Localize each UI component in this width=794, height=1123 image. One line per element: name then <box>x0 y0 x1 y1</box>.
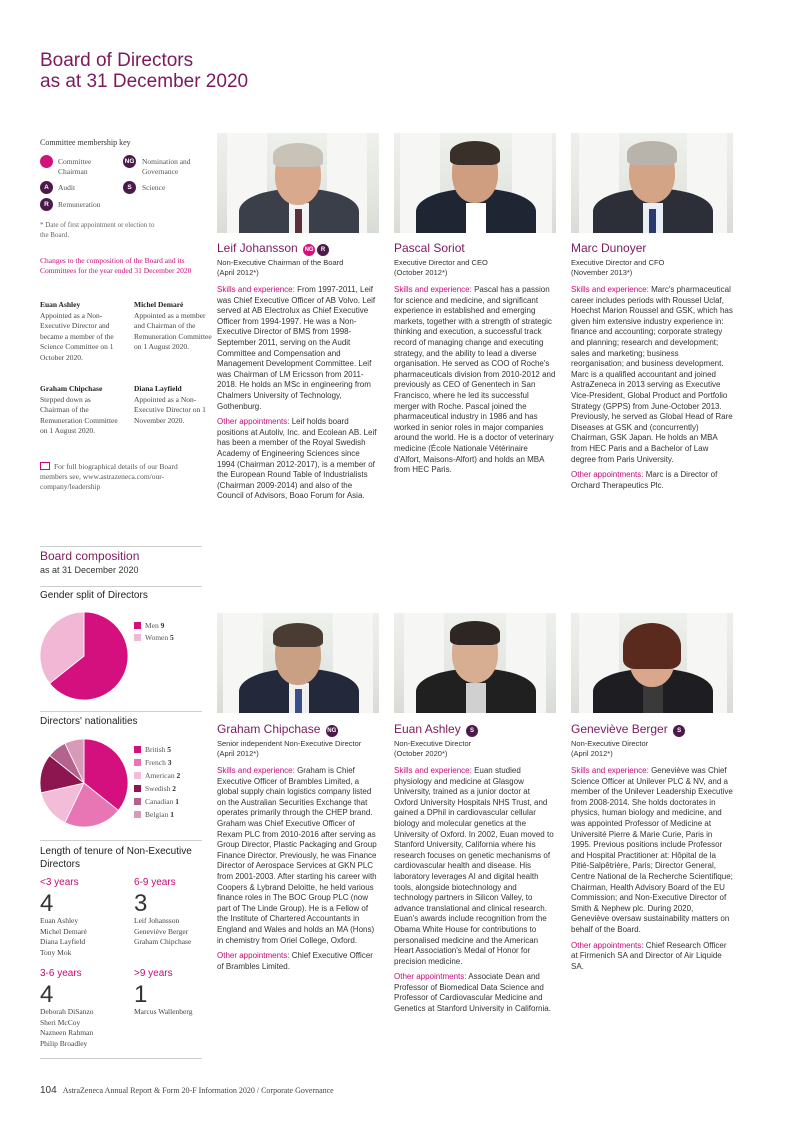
director-photo <box>394 133 556 233</box>
tenure-name: Nazneen Rahman <box>40 1028 94 1037</box>
composition-title: Board composition <box>40 549 140 563</box>
appointment-footnote: * Date of first appointment or election to the Board. <box>40 221 155 239</box>
tenure-range: 3-6 years <box>40 968 82 979</box>
key-title: Committee membership key <box>40 138 131 147</box>
chairman-key-icon <box>40 155 53 168</box>
legend-swatch <box>134 798 141 805</box>
tenure-name: Diana Layfield <box>40 937 86 946</box>
tenure-name: Michel Demaré <box>40 926 87 936</box>
ng-badge-icon: NG <box>326 725 338 737</box>
change-name: Graham Chipchase <box>40 384 103 393</box>
legend-men: Men 9 <box>134 621 164 631</box>
director-name: Geneviève Berger S <box>571 722 685 737</box>
footer-text: AstraZeneca Annual Report & Form 20-F Information 2020 / Corporate Governance <box>62 1086 334 1095</box>
director-name: Marc Dunoyer <box>571 241 647 255</box>
legend-swatch <box>134 759 141 766</box>
tenure-name: Euan Ashley <box>40 916 79 925</box>
director-bio: Skills and experience: Euan studied physiology and medicine at Glasgow University, trained as a junior doctor at Oxford University Hospitals NHS Trust, and gained a DPhil in cardiovascular cellular biology and molecular genetics at the University of Oxford. In 2002, Euan moved to Stanford University, California where his research focuses on genetic mechanisms of cardiovascular health and disease. His laboratory leverages AI and digital health tools, alongside biotechnology and technology partners in Silicon Valley, to advance translational and clinical research. Euan's awards include recognition from the Obama White House for contributions to personalised medicine and the American Heart Association's Medal of Honor for precision medicine. Other appointments: Associate Dean and Professor of Biomedical Data Science and Professor of Cardiovascular Medicine and Genetics at Stanford University in California. <box>394 766 554 1014</box>
bio-link[interactable] <box>40 462 205 492</box>
director-bio: Skills and experience: Marc's pharmaceutical career includes periods with Roussel Uclaf, Hoechst Marion Roussel and GSK, which has given him extensive industry experience in: finance and accounting; corporate strategy and planning; research and development; sales and marketing; business reorganisation; and business development. Marc is a qualified accountant and joined AstraZeneca in 2013 serving as Executive Vice-President, Global Product and Portfolio Strategy (GPPS) from June-October 2013. Previously, he served as Global Head of Rare Diseases at GSK and (concurrently) Chairman, GSK Japan. He holds an MBA from HEC Paris and a Bachelor of Law degree from Paris University. Other appointments: Marc is a Director of Orchard Therapeutics Plc. <box>571 285 733 490</box>
link-box-icon <box>40 462 50 470</box>
tenure-count: 4 <box>40 981 54 1008</box>
tenure-title: Length of tenure of Non-Executive Directors <box>40 846 192 870</box>
key-label-chairman: Committee Chairman <box>58 157 92 176</box>
change-text: Stepped down as Chairman of the Remuneration Committee on 1 August 2020. <box>40 394 118 435</box>
changes-title: Changes to the composition of the Board and its Committees for the year ended 31 December 2020 <box>40 256 192 275</box>
legend-swatch <box>134 811 141 818</box>
tenure-name: Deborah DiSanzo <box>40 1007 94 1016</box>
tenure-names <box>134 1007 192 1018</box>
page-subtitle: as at 31 December 2020 <box>40 71 249 92</box>
legend-belgian: Belgian 1 <box>134 810 174 820</box>
tenure-names <box>134 916 191 948</box>
gender-pie-chart <box>38 610 130 702</box>
director-name: Leif Johansson NG R <box>217 241 329 256</box>
key-label-remuneration: Remuneration <box>58 200 101 209</box>
director-role: Non-Executive Director (April 2012*) <box>571 739 649 758</box>
key-label-audit: Audit <box>58 183 76 192</box>
r-badge-icon: R <box>317 244 329 256</box>
s-badge-icon: S <box>466 725 478 737</box>
director-role: Non-Executive Director (October 2020*) <box>394 739 472 758</box>
change-text: Appointed as a Non-Executive Director on 1 November 2020. <box>134 394 206 425</box>
divider <box>40 546 202 547</box>
director-role: Executive Director and CEO (October 2012*) <box>394 258 488 277</box>
science-key-icon: S <box>123 181 136 194</box>
change-item <box>134 384 216 426</box>
page-number: 104 <box>40 1085 57 1096</box>
director-bio: Skills and experience: Graham is Chief Executive Officer of Brambles Limited, a global supply chain logistics company listed on the Australian Securities Exchange that operates primarily through the CHEP brand. Graham was Chief Executive Officer of Rexam PLC from 2010-2016 after serving as Group Director, Plastic Packaging and Group Finance Director. Previously, he was Finance Director of Aerospace Services at GKN PLC from 2001-2003. After starting his career with Coopers & Lybrand Deloitte, he held various finance roles in The BOC Group PLC (now part of The Linde Group). He is a Fellow of the Institute of Chartered Accountants in England and Wales and holds an MA (Hons) in chemistry from Oriel College, Oxford. Other appointments: Chief Executive Officer of Brambles Limited. <box>217 766 377 971</box>
tenure-count: 1 <box>134 981 148 1008</box>
tenure-name: Geneviève Berger <box>134 926 189 936</box>
change-name: Diana Layfield <box>134 384 182 393</box>
legend-american: American 2 <box>134 771 180 781</box>
tenure-name: Sheri McCoy <box>40 1017 81 1027</box>
key-label-ng: Nomination and Governance <box>142 157 191 176</box>
legend-swedish: Swedish 2 <box>134 784 176 794</box>
gender-title: Gender split of Directors <box>40 590 148 601</box>
key-label-science: Science <box>142 183 166 192</box>
audit-key-icon: A <box>40 181 53 194</box>
change-name: Euan Ashley <box>40 300 81 309</box>
director-bio: Skills and experience: Geneviève was Chief Science Officer at Unilever PLC & NV, and a member of the Unilever Leadership Executive from 2008-2014. She holds doctorates in physics, human biology and medicine, and was appointed Professor of Medicine at Université Pierre & Marie Curie, Paris in 1995. Previous positions include Professor and Hospital Practitioner at: Hôpital de la Pitié-Salpêtrière, Paris; Director General, Centre National de la Recherche Scientifique; Chairman, Health Advisory Board of the EU Commission; and Non-Executive Director of Smith & Nephew plc. During 2020, Geneviève oversaw sustainability matters on behalf of the Board. Other appointments: Chief Research Officer at Firmenich SA and Director of Air Liquide SA. <box>571 766 733 971</box>
director-name: Pascal Soriot <box>394 241 465 255</box>
director-photo <box>394 613 556 713</box>
director-role: Non-Executive Chairman of the Board (April 2012*) <box>217 258 344 277</box>
director-photo <box>217 613 379 713</box>
change-text: Appointed as a member and Chairman of the Remuneration Committee on 1 August 2020. <box>134 310 212 351</box>
change-text: Appointed as a Non-Executive Director and became a member of the Science Committee on 1 October 2020. <box>40 310 114 362</box>
director-photo <box>571 133 733 233</box>
page-footer <box>40 1085 334 1096</box>
tenure-names <box>40 916 87 958</box>
tenure-count: 4 <box>40 890 54 917</box>
change-item <box>40 300 122 363</box>
tenure-name: Leif Johansson <box>134 916 180 925</box>
director-name: Graham Chipchase NG <box>217 722 337 736</box>
change-item <box>40 384 122 437</box>
ng-badge-icon: NG <box>303 244 315 256</box>
director-role: Executive Director and CFO (November 2013*) <box>571 258 665 277</box>
change-name: Michel Demaré <box>134 300 184 309</box>
divider <box>40 1058 202 1059</box>
director-bio: Skills and experience: From 1997-2011, Leif was Chief Executive Officer of AB Volvo. Leif served at AB Electrolux as Chief Executive Officer from 1994-1997. He was a Non-Executive Director of BMS from 1998-September 2011, serving on the Audit Committee and Compensation and Management Development Committee. Leif was Chairman of LM Ericsson from 2011-2018. He holds an MSc in engineering from Chalmers University of Technology, Gothenburg. Other appointments: Leif holds board positions at Autoliv, Inc. and Ecolean AB. Leif has been a member of the Royal Swedish Academy of Engineering Sciences since 1994 (Chairman 2012-2017), is a member of the European Round Table of Industrialists (Chairman 2009-2014) and also of the Council of Advisors, Boao Forum for Asia. <box>217 285 377 501</box>
legend-swatch <box>134 634 141 641</box>
divider <box>40 840 202 841</box>
tenure-range: 6-9 years <box>134 877 176 888</box>
director-photo <box>217 133 379 233</box>
tenure-range: >9 years <box>134 968 173 979</box>
legend-swatch <box>134 785 141 792</box>
director-bio: Skills and experience: Pascal has a passion for science and medicine, and significant experience in established and emerging markets, together with a strength of strategic thinking and execution, a successful track record of managing change and executing strategy, and the ability to lead a diverse organisation. He served as COO of Roche's pharmaceuticals division from 2010-2012 and previously as CEO of Genentech in San Francisco, where he led its successful merger with Roche. Pascal joined the pharmaceutical industry in 1986 and has worked in senior roles in major companies around the world. He is a doctor of veterinary medicine (École Nationale Vétérinaire d'Alfort, Maisons-Alfort) and holds an MBA from HEC Paris. <box>394 285 556 475</box>
legend-swatch <box>134 772 141 779</box>
nationality-pie-chart <box>38 737 130 829</box>
remuneration-key-icon: R <box>40 198 53 211</box>
nationality-title: Directors' nationalities <box>40 716 138 727</box>
s-badge-icon: S <box>673 725 685 737</box>
tenure-name: Marcus Wallenberg <box>134 1007 193 1016</box>
tenure-names <box>40 1007 94 1049</box>
bio-link-text[interactable]: For full biographical details of our Board members see, www.astrazeneca.com/our-company/leadership <box>40 462 178 491</box>
legend-french: French 3 <box>134 758 171 768</box>
composition-subtitle: as at 31 December 2020 <box>40 565 139 575</box>
change-item <box>134 300 216 353</box>
legend-women: Women 5 <box>134 633 174 643</box>
legend-swatch <box>134 622 141 629</box>
divider <box>40 586 202 587</box>
legend-swatch <box>134 746 141 753</box>
tenure-range: <3 years <box>40 877 79 888</box>
legend-canadian: Canadian 1 <box>134 797 179 807</box>
page-title: Board of Directors <box>40 50 194 71</box>
director-role: Senior independent Non-Executive Director (April 2012*) <box>217 739 362 758</box>
legend-british: British 5 <box>134 745 171 755</box>
director-name: Euan Ashley S <box>394 722 478 737</box>
divider <box>40 711 202 712</box>
director-photo <box>571 613 733 713</box>
tenure-name: Graham Chipchase <box>134 937 192 946</box>
ng-key-icon: NG <box>123 155 136 168</box>
tenure-name: Philip Broadley <box>40 1038 88 1048</box>
tenure-name: Tony Mok <box>40 947 72 957</box>
tenure-count: 3 <box>134 890 148 917</box>
